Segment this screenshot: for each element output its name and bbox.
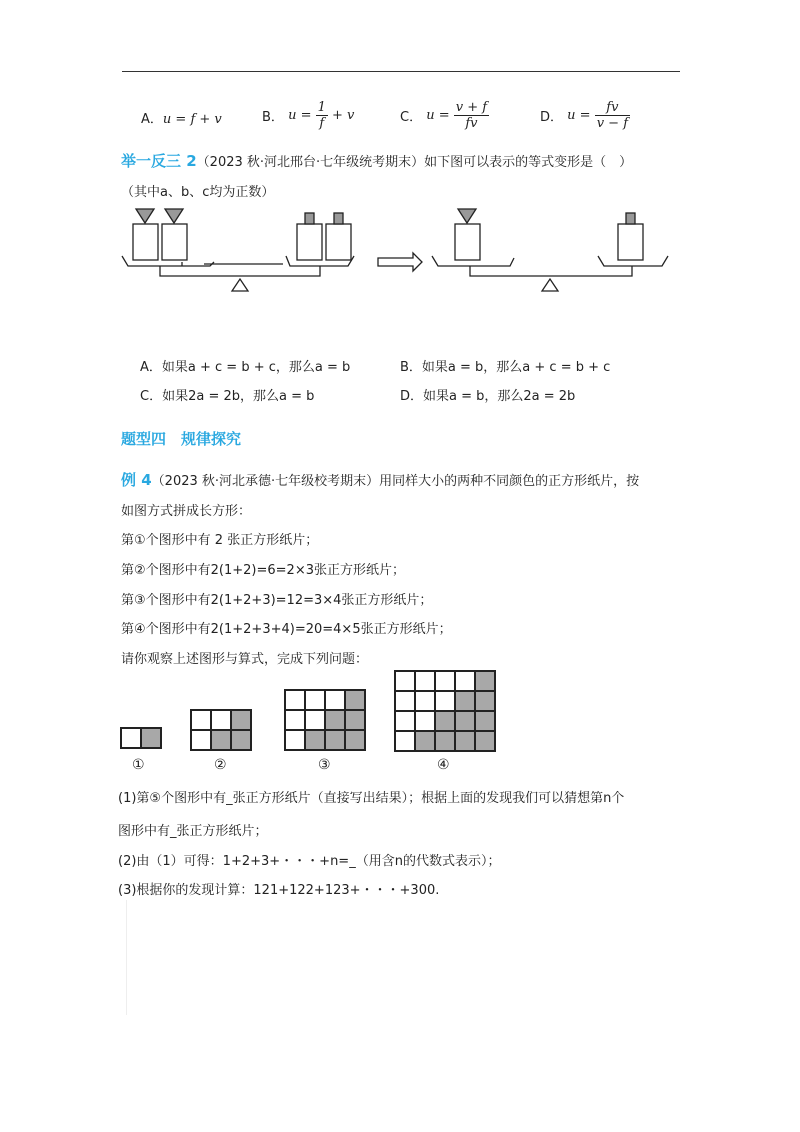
grey-square bbox=[325, 710, 345, 730]
balance-diagram bbox=[120, 200, 680, 300]
figure-1 bbox=[120, 727, 162, 749]
ex4-statement-3: 第③个图形中有2(1+2+3)=12=3×4张正方形纸片； bbox=[121, 593, 433, 608]
white-square bbox=[285, 730, 305, 750]
white-square bbox=[121, 728, 141, 748]
ex4-heading: 例 4（2023 秋·河北承德·七年级校考期末）用同样大小的两种不同颜色的正方形纸片，按 bbox=[121, 471, 640, 489]
white-square bbox=[455, 671, 475, 691]
section-title: 题型四 规律探究 bbox=[121, 430, 242, 448]
grey-square bbox=[345, 730, 365, 750]
grey-square bbox=[435, 731, 455, 751]
grey-square bbox=[455, 731, 475, 751]
grey-square bbox=[475, 671, 495, 691]
white-square bbox=[191, 730, 211, 750]
q2-heading: 举一反三 2（2023 秋·河北邢台·七年级统考期末）如下图可以表示的等式变形是（ ） bbox=[121, 152, 633, 170]
white-square bbox=[415, 691, 435, 711]
question-3: (3)根据你的发现计算：121+122+123+・・・+300. bbox=[118, 883, 440, 898]
figure-3 bbox=[284, 689, 366, 751]
ex4-statement-2: 第②个图形中有2(1+2)=6=2×3张正方形纸片； bbox=[121, 563, 405, 578]
grey-square bbox=[475, 731, 495, 751]
white-square bbox=[285, 710, 305, 730]
grey-square bbox=[231, 730, 251, 750]
grey-square bbox=[305, 730, 325, 750]
question-2: (2)由（1）可得：1+2+3+・・・+n=_（用含n的代数式表示）； bbox=[118, 854, 501, 869]
grey-square bbox=[231, 710, 251, 730]
white-square bbox=[415, 671, 435, 691]
figure-2 bbox=[190, 709, 252, 751]
q2-note: （其中a、b、c均为正数） bbox=[121, 185, 275, 200]
figure-label-4: ④ bbox=[437, 757, 450, 773]
grey-square bbox=[475, 711, 495, 731]
margin-line bbox=[126, 900, 127, 1015]
grey-square bbox=[345, 710, 365, 730]
ex4-line2: 如图方式拼成长方形： bbox=[121, 504, 252, 519]
grey-square bbox=[325, 730, 345, 750]
figure-4 bbox=[394, 670, 496, 752]
q2-option-a: A．如果a + c = b + c，那么a = b bbox=[140, 360, 351, 375]
white-square bbox=[191, 710, 211, 730]
white-square bbox=[285, 690, 305, 710]
grey-square bbox=[475, 691, 495, 711]
white-square bbox=[305, 710, 325, 730]
ex4-statement-4: 第④个图形中有2(1+2+3+4)=20=4×5张正方形纸片； bbox=[121, 622, 452, 637]
white-square bbox=[435, 671, 455, 691]
white-square bbox=[395, 731, 415, 751]
question-1a: (1)第⑤个图形中有_张正方形纸片（直接写出结果）；根据上面的发现我们可以猜想第n个 bbox=[118, 791, 625, 806]
ex4-statement-1: 第①个图形中有 2 张正方形纸片； bbox=[121, 533, 319, 548]
white-square bbox=[415, 711, 435, 731]
white-square bbox=[395, 691, 415, 711]
figure-label-1: ① bbox=[132, 757, 145, 773]
header-rule bbox=[122, 71, 680, 72]
figure-label-3: ③ bbox=[318, 757, 331, 773]
option-c: C． u = $\frac{v + f}{fv}$ bbox=[400, 100, 488, 131]
grey-square bbox=[455, 711, 475, 731]
grey-square bbox=[211, 730, 231, 750]
white-square bbox=[305, 690, 325, 710]
white-square bbox=[435, 691, 455, 711]
white-square bbox=[211, 710, 231, 730]
figure-label-2: ② bbox=[214, 757, 227, 773]
option-d: D． u = $\frac{fv}{v - f}$ bbox=[540, 100, 629, 131]
q2-option-b: B．如果a = b，那么a + c = b + c bbox=[400, 360, 611, 375]
q2-option-d: D．如果a = b，那么2a = 2b bbox=[400, 389, 576, 404]
option-b: B． u = $\frac{1}{f}$ + v bbox=[262, 100, 355, 131]
grey-square bbox=[455, 691, 475, 711]
option-a: A．u = f + v bbox=[141, 112, 222, 127]
question-1b: 图形中有_张正方形纸片； bbox=[118, 824, 268, 839]
white-square bbox=[325, 690, 345, 710]
grey-square bbox=[435, 711, 455, 731]
grey-square bbox=[415, 731, 435, 751]
q2-option-c: C．如果2a = 2b，那么a = b bbox=[140, 389, 315, 404]
grey-square bbox=[141, 728, 161, 748]
ex4-prompt: 请你观察上述图形与算式，完成下列问题： bbox=[121, 652, 369, 667]
white-square bbox=[395, 711, 415, 731]
white-square bbox=[395, 671, 415, 691]
grey-square bbox=[345, 690, 365, 710]
